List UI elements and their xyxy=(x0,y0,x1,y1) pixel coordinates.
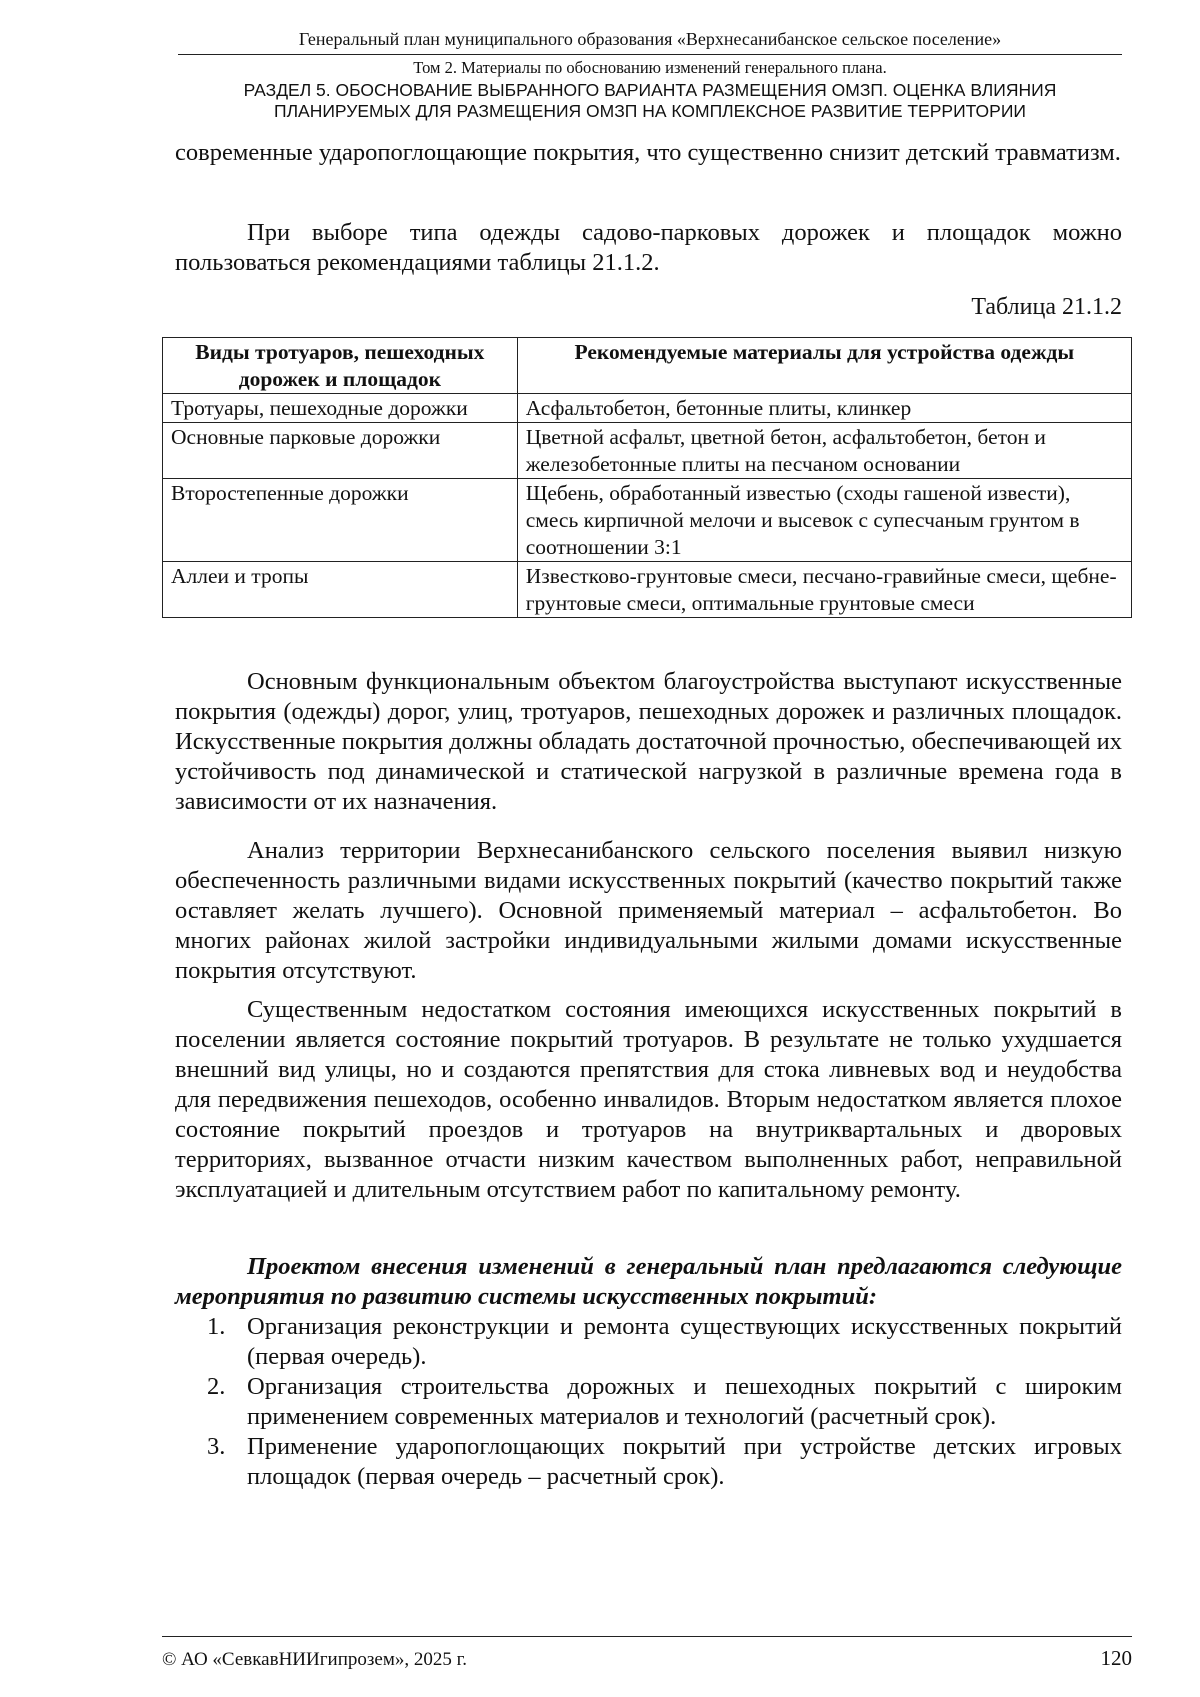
table-cell: Тротуары, пешеходные дорожки xyxy=(163,394,518,423)
paragraph-4: Анализ территории Верхнесанибанского сельского поселения выявил низкую обеспеченность различными видами искусственных покрытий (качество покрытий также оставляет желать лучшего). Основной применяемый материал – асфальтобетон. Во многих районах жилой застройки индивидуальными жилыми домами искусственные покрытия отсутствуют. xyxy=(175,837,1122,984)
table-row xyxy=(163,562,1132,618)
paragraph-5: Существенным недостатком состояния имеющихся искусственных покрытий в поселении является состояние покрытий тротуаров. В результате не только ухудшается внешний вид улицы, но и создаются препятствия для стока ливневых вод и неудобства для передвижения пешеходов, особенно инвалидов. Вторым недостатком является плохое состояние покрытий проездов и тротуаров на внутриквартальных и дворовых территориях, вызванное отчасти низким качеством выполненных работ, неправильной эксплуатацией и длительным отсутствием работ по капитальному ремонту. xyxy=(175,996,1122,1203)
table-cell: Известково-грунтовые смеси, песчано-гравийные смеси, щебне-грунтовые смеси, оптимальные грунтовые смеси xyxy=(517,562,1131,618)
table-cell: Асфальтобетон, бетонные плиты, клинкер xyxy=(517,394,1131,423)
list-item xyxy=(175,1372,1122,1432)
header-section-line2: ПЛАНИРУЕМЫХ ДЛЯ РАЗМЕЩЕНИЯ ОМЗП НА КОМПЛЕКСНОЕ РАЗВИТИЕ ТЕРРИТОРИИ xyxy=(273,101,1026,121)
header-divider xyxy=(178,54,1122,55)
list-item-text: Применение ударопоглощающих покрытий при устройстве детских игровых площадок (первая очередь – расчетный срок). xyxy=(247,1433,1122,1490)
table-cell: Второстепенные дорожки xyxy=(163,479,518,562)
table-row xyxy=(163,423,1132,479)
list-item-number: 1. xyxy=(207,1313,226,1340)
table-header-cell: Рекомендуемые материалы для устройства одежды xyxy=(517,338,1131,394)
table-row xyxy=(163,394,1132,423)
header-section xyxy=(178,80,1122,122)
table-cell: Щебень, обработанный известью (сходы гашеной извести), смесь кирпичной мелочи и высевок с супесчаным грунтом в соотношении 3:1 xyxy=(517,479,1131,562)
footer-divider xyxy=(162,1636,1132,1637)
header-title: Генеральный план муниципального образования «Верхнесанибанское сельское поселение» xyxy=(298,29,1002,49)
list-item xyxy=(175,1432,1122,1492)
paragraph-2: При выборе типа одежды садово-парковых дорожек и площадок можно пользоваться рекомендациями таблицы 21.1.2. xyxy=(175,219,1122,276)
list-item-number: 3. xyxy=(207,1433,226,1460)
table-cell: Аллеи и тропы xyxy=(163,562,518,618)
page-number: 120 xyxy=(1100,1646,1132,1670)
list-item-text: Организация реконструкции и ремонта существующих искусственных покрытий (первая очередь). xyxy=(247,1313,1122,1370)
paragraph-1: современные ударопоглощающие покрытия, что существенно снизит детский травматизм. xyxy=(175,139,1121,166)
table-row xyxy=(163,479,1132,562)
table-cell: Основные парковые дорожки xyxy=(163,423,518,479)
table-cell: Цветной асфальт, цветной бетон, асфальтобетон, бетон и железобетонные плиты на песчаном основании xyxy=(517,423,1131,479)
paragraph-6-emphasis: Проектом внесения изменений в генеральный план предлагаются следующие мероприятия по развитию системы искусственных покрытий: xyxy=(175,1253,1122,1310)
header-volume: Том 2. Материалы по обоснованию изменений генерального плана. xyxy=(413,58,887,77)
list-item-number: 2. xyxy=(207,1373,226,1400)
list-item xyxy=(175,1312,1122,1372)
footer-copyright: © АО «СевкавНИИгипрозем», 2025 г. xyxy=(162,1649,467,1670)
materials-table xyxy=(162,337,1132,618)
table-header-cell: Виды тротуаров, пешеходных дорожек и площадок xyxy=(163,338,518,394)
table-header-row xyxy=(163,338,1132,394)
list-item-text: Организация строительства дорожных и пешеходных покрытий с широким применением современных материалов и технологий (расчетный срок). xyxy=(247,1373,1122,1430)
header-section-line1: РАЗДЕЛ 5. ОБОСНОВАНИЕ ВЫБРАННОГО ВАРИАНТА РАЗМЕЩЕНИЯ ОМЗП. ОЦЕНКА ВЛИЯНИЯ xyxy=(243,80,1057,100)
measures-list xyxy=(175,1312,1122,1492)
paragraph-3: Основным функциональным объектом благоустройства выступают искусственные покрытия (одежды) дорог, улиц, тротуаров, пешеходных дорожек и различных площадок. Искусственные покрытия должны обладать достаточной прочностью, обеспечивающей их устойчивость под динамической и статической нагрузкой в различные времена года в зависимости от их назначения. xyxy=(175,668,1122,815)
table-caption: Таблица 21.1.2 xyxy=(971,294,1122,320)
